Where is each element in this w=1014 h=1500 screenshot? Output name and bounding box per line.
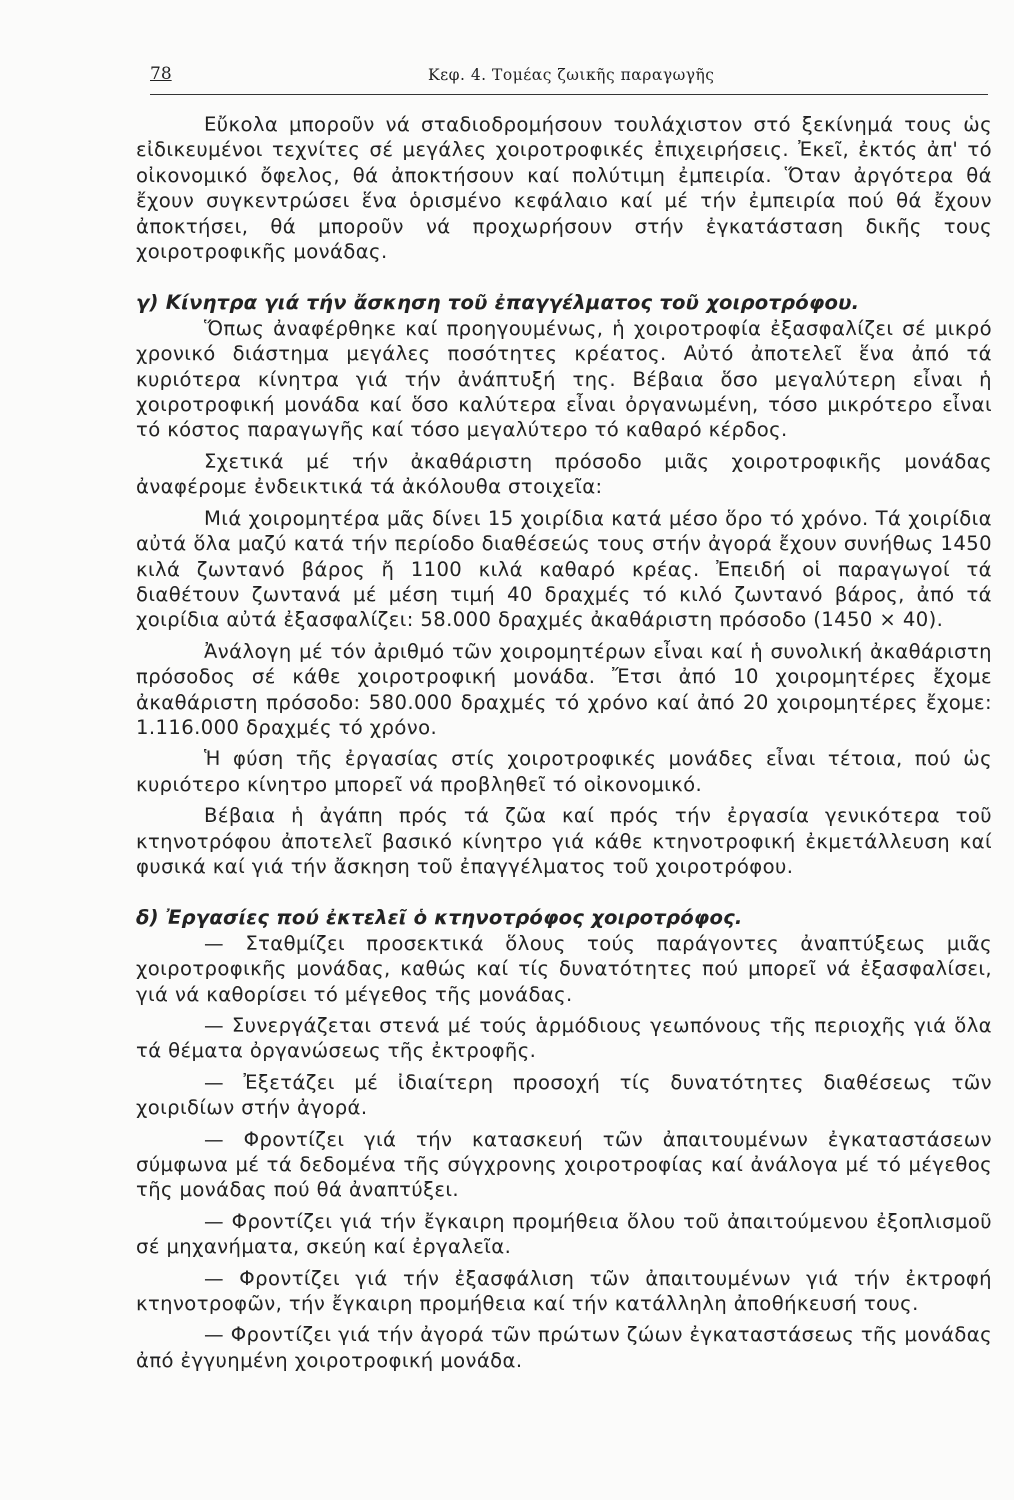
intro-paragraph: Εὔκολα μποροῦν νά σταδιοδρομήσουν τουλάχιστον στό ξεκίνημά τους ὡς εἰδικευμένοι τεχνίτες σέ μεγάλες χοιροτροφικές ἐπιχειρήσεις. Ἐκεῖ, ἐκτός ἀπ' τό οἰκονομικό ὄφελος, θά ἀποκτήσουν καί πολύτιμη ἐμπειρία. Ὅταν ἀργότερα θά ἔχουν συγκεντρώσει ἕνα ὁρισμένο κεφάλαιο καί μέ τήν ἐμπειρία πού θά ἔχουν ἀποκτήσει, θά μποροῦν νά προχωρήσουν στήν ἐγκατάσταση δικῆς τους χοιροτροφικῆς μονάδας.: [136, 113, 992, 264]
section-d-item-3: — Ἐξετάζει μέ ἰδιαίτερη προσοχή τίς δυνατότητες διαθέσεως τῶν χοιριδίων στήν ἀγορά.: [136, 1070, 992, 1120]
section-d-item-6: — Φροντίζει γιά τήν ἐξασφάλιση τῶν ἀπαιτουμένων γιά τήν ἐκτροφή κτηνοτροφῶν, τήν ἔγκαιρη προμήθεια καί τήν κατάλληλη ἀποθήκευσή τους.: [136, 1266, 992, 1316]
section-g-heading: γ) Κίνητρα γιά τήν ἄσκηση τοῦ ἐπαγγέλματος τοῦ χοιροτρόφου.: [136, 291, 860, 315]
section-g-paragraph-5: Ἡ φύση τῆς ἐργασίας στίς χοιροτροφικές μονάδες εἶναι τέτοια, πού ὡς κυριότερο κίνητρο μπορεῖ νά προβληθεῖ τό οἰκονομικό.: [136, 747, 992, 796]
section-d-item-4: — Φροντίζει γιά τήν κατασκευή τῶν ἀπαιτουμένων ἐγκαταστάσεων σύμφωνα μέ τά δεδομένα τῆς σύγχρονης χοιροτροφίας καί ἀνάλογα μέ τό μέγεθος τῆς μονάδας πού θά ἀναπτύξει.: [136, 1127, 992, 1202]
running-head: Κεφ. 4. Τομέας ζωικῆς παραγωγῆς: [428, 66, 715, 84]
section-g-paragraph-6: Βέβαια ἡ ἀγάπη πρός τά ζῶα καί πρός τήν ἐργασία γενικότερα τοῦ κτηνοτρόφου ἀποτελεῖ βασικό κίνητρο γιά κάθε κτηνοτροφική ἐκμετάλλευση καί φυσικά καί γιά τήν ἄσκηση τοῦ ἐπαγγέλματος τοῦ χοιροτρόφου.: [136, 804, 992, 878]
section-g-paragraph-1: Ὅπως ἀναφέρθηκε καί προηγουμένως, ἡ χοιροτροφία ἐξασφαλίζει σέ μικρό χρονικό διάστημα μεγάλες ποσότητες κρέατος. Αὐτό ἀποτελεῖ ἕνα ἀπό τά κυριότερα κίνητρα γιά τήν ἀνάπτυξή της. Βέβαια ὅσο μεγαλύτερη εἶναι ἡ χοιροτροφική μονάδα καί ὅσο καλύτερα εἶναι ὀργανωμένη, τόσο μικρότερο εἶναι τό κόστος παραγωγῆς καί τόσο μεγαλύτερο τό καθαρό κέρδος.: [136, 316, 992, 442]
section-g-paragraph-4: Ἀνάλογη μέ τόν ἀριθμό τῶν χοιρομητέρων εἶναι καί ἡ συνολική ἀκαθάριστη πρόσοδος σέ κάθε χοιροτροφική μονάδα. Ἔτσι ἀπό 10 χοιρομητέρες ἔχομε ἀκαθάριστη πρόσοδο: 580.000 δραχμές τό χρόνο καί ἀπό 20 χοιρομητέρες ἔχομε: 1.116.000 δραχμές τό χρόνο.: [136, 639, 992, 739]
section-d-heading: δ) Ἐργασίες πού ἐκτελεῖ ὁ κτηνοτρόφος χοιροτρόφος.: [136, 906, 743, 930]
section-d-item-5: — Φροντίζει γιά τήν ἔγκαιρη προμήθεια ὅλου τοῦ ἀπαιτούμενου ἐξοπλισμοῦ σέ μηχανήματα, σκεύη καί ἐργαλεῖα.: [136, 1209, 992, 1259]
page-header: [150, 62, 988, 95]
page-number: 78: [150, 64, 172, 84]
section-g-paragraph-2: Σχετικά μέ τήν ἀκαθάριστη πρόσοδο μιᾶς χοιροτροφικῆς μονάδας ἀναφέρομε ἐνδεικτικά τά ἀκόλουθα στοιχεῖα:: [136, 449, 992, 499]
section-g-paragraph-3: Μιά χοιρομητέρα μᾶς δίνει 15 χοιρίδια κατά μέσο ὅρο τό χρόνο. Τά χοιρίδια αὐτά ὅλα μαζύ κατά τήν περίοδο διαθέσεώς τους στήν ἀγορά ἔχουν συνήθως 1450 κιλά ζωντανό βάρος ἤ 1100 κιλά καθαρό κρέας. Ἐπειδή οἱ παραγωγοί τά διαθέτουν ζωντανά μέ μέση τιμή 40 δραχμές τό κιλό ζωντανό βάρος, ἀπό τά χοιρίδια αὐτά ἐξασφαλίζει: 58.000 δραχμές ἀκαθάριστη πρόσοδο (1450 × 40).: [136, 506, 992, 632]
section-d-item-1: — Σταθμίζει προσεκτικά ὅλους τούς παράγοντες ἀναπτύξεως μιᾶς χοιροτροφικῆς μονάδας, καθώς καί τίς δυνατότητες πού μπορεῖ νά ἐξασφαλίσει, γιά νά καθορίσει τό μέγεθος τῆς μονάδας.: [136, 931, 992, 1006]
section-d-item-7: — Φροντίζει γιά τήν ἀγορά τῶν πρώτων ζώων ἐγκαταστάσεως τῆς μονάδας ἀπό ἐγγυημένη χοιροτροφική μονάδα.: [136, 1323, 992, 1372]
section-d-item-2: — Συνεργάζεται στενά μέ τούς ἁρμόδιους γεωπόνους τῆς περιοχῆς γιά ὅλα τά θέματα ὀργανώσεως τῆς ἐκτροφῆς.: [136, 1014, 992, 1063]
body-text: [136, 112, 992, 1373]
